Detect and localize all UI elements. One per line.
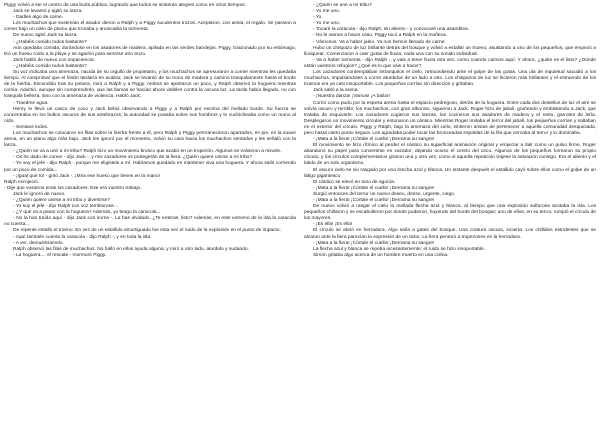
- paragraph: - ¿Quién se va a unir a mi tribu? Ralph hizo un movimiento brusco que acabó en un tropezón. Algunos se volvieron a mirarle.: [13, 149, 282, 155]
- paragraph: Ralph enrojeció.: [4, 179, 40, 185]
- paragraph: Los cazadores contemplaban intranquilos el cielo, retrocediendo ante el golpe de las gotas. Una ola de inquietud sacudió a los muchachos, impulsándoles a correr aturdidos de un lado a otro. Los chispazos de luz se hicieron más brillantes y el estruendo de los truenos era ya casi insoportable. Los pequeños corrían sin dirección y gritaban.: [304, 70, 596, 88]
- paragraph: Aún quedaba comida, dorándose en los asadores de madera, apilada en las verdes bandejas. Piggy, traicionado por su estómago, tiró un hueso roído a la playa y se agachó para servirse otro trozo.: [4, 45, 296, 57]
- paragraph: - Os he dado de comer - dijo Jack -, y mis cazadores os protegerán de la fiera. ¿Quién quiere unirse a mi tribu?: [13, 155, 253, 161]
- paragraph: Jack le ignoró de nuevo.: [13, 191, 66, 197]
- paragraph: De repente estalló el trueno. En vez de un estallido amortiguado fue esta vez el ruido de la explosión en el punto de impacto.: [13, 228, 281, 234]
- right-column: [304, 3, 596, 259]
- paragraph: De nuevo volvió a rasgar el cielo la mellada flecha azul y blanca, al tiempo que una explosión sulfurosa azotaba la isla. Los pequeños chillaron y se escabulleron por donde pudieron, huyendo del borde del bosque; uno de ellos, en su terror, rompió el círculo de los mayores.: [304, 204, 596, 222]
- paragraph: - Yo.: [313, 15, 323, 21]
- paragraph: El oscuro cielo se vio rasgado por una brecha azul y blanca. Un instante después el estallido cayó sobre ellos como el golpe de un látigo gigantesco.: [304, 167, 596, 179]
- paragraph: La flecha azul y blanca se repetía incesantemente; el ruido se hizo insoportable.: [313, 246, 486, 252]
- paragraph: Surgió entonces del terror un nuevo deseo, denso, urgente, ciego.: [313, 191, 456, 197]
- paragraph: - Aquí también cuenta la caracola - dijo Ralph -, y en toda la isla.: [13, 234, 152, 240]
- paragraph: Jack se levantó y agitó su lanza.: [13, 9, 83, 15]
- paragraph: El cántico se elevó en tono de agonía.: [313, 179, 396, 185]
- paragraph: - ¡Es ella! ¡Es ella!: [313, 222, 353, 228]
- paragraph: Los muchachos que sostenían el asador dieron a Ralph y a Piggy suculentos trozos. Aceptaron, con ansia, el regalo. Se pararon a comer bajo un cielo de plomo que tronaba y anunciaba la tormenta.: [4, 21, 296, 33]
- text-columns: [4, 3, 596, 259]
- paragraph: Henry le llevó un casco de coco y Jack bebió observando a Piggy y a Ralph por encima del mellado borde. Su fuerza se concentraba en los bultos oscuros de sus antebrazos; la autoridad se posaba sobre sus hombros y le cuchicheaba como un mono al oído.: [4, 106, 296, 124]
- paragraph: - Yo me uno.: [313, 9, 341, 15]
- paragraph: - ¡Nuestra danza! ¡Vamos! ¡A bailar!: [313, 94, 390, 100]
- paragraph: - Yo me uno.: [313, 21, 341, 27]
- paragraph: Jack saltó a la arena.: [313, 88, 359, 94]
- paragraph: Hubo un chispazo de luz brillante detrás del bosque y volvió a estallar un trueno, asustando a uno de los pequeños, que empezó a lloriquear. Comenzaron a caer gotas de lluvia, cada una con su sonido individual.: [304, 45, 596, 57]
- paragraph: - Tocaré la caracola - dijo Ralph, sin aliento - y convocaré una asamblea.: [313, 27, 470, 33]
- paragraph: - ¡Mata a la fiera! ¡Córtale el cuello! ¡Derrama su sangre!: [313, 240, 435, 246]
- paragraph: - ¿Habéis comido todos bastante?: [13, 63, 87, 69]
- paragraph: Simón gritaba algo acerca de un hombre muerto en una colina.: [313, 252, 449, 258]
- paragraph: - Vámonos. Va a haber jaleo. Ya nos hemos llenado de carne.: [313, 39, 446, 45]
- paragraph: - Yo soy el jefe - dijo Ralph con voz temblorosa -.: [13, 204, 119, 210]
- paragraph: - Traedme agua.: [13, 100, 49, 106]
- paragraph: Jack habló de nuevo con impaciencia:: [13, 57, 95, 63]
- paragraph: Ralph observó las filas de muchachos. No halló en ellos ayuda alguna, y miró a otro lado, aturdido y sudando.: [13, 246, 249, 252]
- paragraph: - ¡Mata a la fiera! ¡Córtale el cuello! ¡Derrama su sangre!: [313, 137, 435, 143]
- paragraph: - ¿Y qué va a pasar con la hoguera? Además, yo tengo la caracola...: [13, 210, 161, 216]
- paragraph: - La hoguera..., el rescate - murmuró Piggy.: [13, 252, 107, 258]
- paragraph: - ¡Igual que tú! - gritó Jack -. ¡Mira ese hueso que tienes en la mano!: [13, 173, 161, 179]
- paragraph: - Yo soy el jefe - dijo Ralph - porque me eligisteis a mí. Habíamos quedado en mantener viva una hoguera. Y ahora salís corriendo por un poco de comida...: [4, 161, 296, 173]
- paragraph: El círculo se abrió en herradura. Algo salía a gatas del bosque. Una criatura oscura, incierta. Los chillidos estridentes que se alzaron ante la fiera parecían la expresión de un dolor. La fiera penetró a tropezones en la herradura.: [304, 228, 596, 240]
- paragraph: De nuevo agitó Jack su lanza.: [13, 33, 78, 39]
- paragraph: - Dije que vosotros erais los cazadores. Ese era vuestro trabajo.: [4, 185, 142, 191]
- paragraph: - A ver, demuéstramelo.: [13, 240, 64, 246]
- paragraph: El movimiento se hizo rítmico al perder el cántico su superficial animación original y empezar a latir como un pulso firme. Roger abandonó su papel para convertirse en cazador, dejando ocioso el centro del circo. Algunos de los pequeños formaron su propio círculo, y los círculos complementarios giraron una y otra vez, como si aquella repetición trajese la salvación consigo. Era el aliento y el latido de un solo organismo.: [304, 143, 596, 167]
- paragraph: - ¿Habéis comido todos bastante?: [13, 39, 87, 45]
- paragraph: - No la has traído aquí - dijo Jack con sorna -. La has olvidado. ¿Te enteras, listo? Además, en este extremo de la isla la caracola no cuenta...: [4, 216, 296, 228]
- paragraph: - Dadles algo de carne.: [13, 15, 64, 21]
- paragraph: Corrió como pudo por la espesa arena hasta el espacio pedregoso, detrás de la hoguera. Entre cada dos destellos de luz el aire se volvía oscuro y terrible; los muchachos, con gran alboroto, siguieron a Jack. Roger hizo de jabalí, gruñendo y embistiendo a Jack, que trataba de esquivarle. Los cazadores cogieron sus lanzas, los cocineros sus asadores de madera y el resto, garrotes de leña. Desplegaron un movimiento circular y entonaron un cántico. Mientras Roger imitaba el terror del jabalí, los pequeños corrían y saltaban en el exterior del círculo. Piggy y Ralph, bajo la amenaza del cielo, sintieron ansias de pertenecer a aquella comunidad desquiciada, pero hasta cierto punto segura. Les agradaba poder tocar las bronceadas espaldas de la fila que cercaba al terror y lo dominaba.: [304, 100, 596, 136]
- paragraph: - No le vamos a hacer caso. Piggy tocó a Ralph en la muñeca.: [313, 33, 448, 39]
- paragraph: - ¡Mata a la fiera! ¡Córtale el cuello! ¡Derrama su sangre!: [313, 185, 435, 191]
- paragraph: - ¡Mata a la fiera! ¡Córtale el cuello! ¡Derrama su sangre!: [313, 198, 435, 203]
- left-column: [4, 3, 296, 259]
- paragraph: Piggy volvió a ser el centro de una burla pública, logrando que todos se sintieran alegres como en otros tiempos.: [4, 3, 247, 8]
- paragraph: Su voz indicaba una amenaza, nacida de su orgullo de propietario, y los muchachos se apresuraron a comer mientras les quedaba tiempo. Al comprobar que el festín tardaría en acabar, Jack se levantó de su trono de madera y caminó tranquilamente hasta el borde de la hierba. Escondido tras su pintura, miró a Ralph y a Piggy. Ambos se apartaron un poco, y Ralph observó la hoguera mientras comía. Advirtió, aunque sin comprenderlo, que las llamas se hacían ahora visibles contra la oscura luz. La tarde había llegado, no con tranquila belleza, sino con la amenaza de violencia. Habló Jack:: [4, 70, 296, 100]
- paragraph: - ¿Quién quiere unirse a mi tribu y divertirse?: [13, 198, 110, 203]
- paragraph: Los muchachos se colocaron en filas sobre la hierba frente a él, pero Ralph y Piggy permanecieron apartados, en pie, en la suave arena, en un plano algo más bajo. Jack les ignoró por el momento, volvió su cara hacia los muchachos sentados y les señaló con la lanza.: [4, 130, 296, 149]
- paragraph: - Sentaos todos.: [13, 124, 49, 130]
- paragraph: - Va a haber tormenta - dijo Ralph -, y vais a tener lluvia otra vez, como cuando caímos aquí. Y ahora, ¿quién es el listo? ¿Dónde están vuestros refugios? ¿Qué es lo que vais a hacer?: [304, 57, 596, 69]
- paragraph: - ¿Quién se une a mi tribu?: [313, 3, 372, 8]
